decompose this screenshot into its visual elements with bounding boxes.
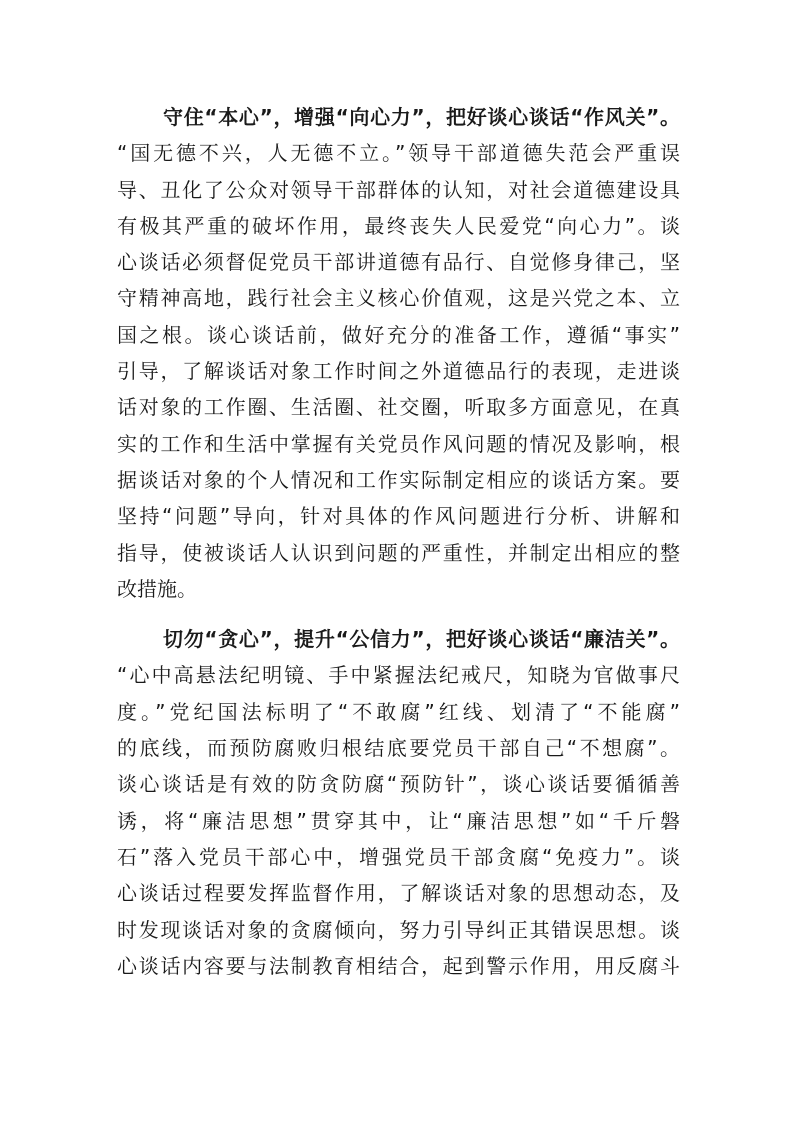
text-line: 心谈话内容要与法制教育相结合，起到警示作用，用反腐斗	[117, 953, 680, 978]
paragraph	[117, 621, 680, 984]
paragraph	[117, 99, 680, 607]
text-line: 时发现谈话对象的贪腐倾向，努力引导纠正其错误思想。谈	[117, 917, 680, 942]
text-line: 引导，了解谈话对象工作时间之外道德品行的表现，走进谈	[117, 359, 680, 384]
text-line: 有极其严重的破坏作用，最终丧失人民爱党“向心力”。谈	[117, 213, 680, 238]
text-line: 国之根。谈心谈话前，做好充分的准备工作，遵循“事实”	[117, 322, 680, 347]
text-line: 谈心谈话是有效的防贪防腐“预防针”，谈心谈话要循循善	[117, 772, 680, 797]
text-line: 指导，使被谈话人认识到问题的严重性，并制定出相应的整	[117, 540, 680, 565]
text-line: 实的工作和生活中掌握有关党员作风问题的情况及影响，根	[117, 431, 680, 456]
text-line: 坚持“问题”导向，针对具体的作风问题进行分析、讲解和	[117, 504, 680, 529]
text-line: “心中高悬法纪明镜、手中紧握法纪戒尺，知晓为官做事尺	[117, 663, 680, 688]
text-line: 改措施。	[117, 576, 197, 601]
text-line: 心谈话过程要发挥监督作用，了解谈话对象的思想动态，及	[117, 881, 680, 906]
text-line: 导、丑化了公众对领导干部群体的认知，对社会道德建设具	[117, 177, 680, 202]
text-line: “国无德不兴，人无德不立。”领导干部道德失范会严重误	[117, 141, 680, 166]
text-line: 话对象的工作圈、生活圈、社交圈，听取多方面意见，在真	[117, 395, 680, 420]
text-line: 度。”党纪国法标明了“不敢腐”红线、划清了“不能腐”	[117, 699, 680, 724]
text-line: 诱，将“廉洁思想”贯穿其中，让“廉洁思想”如“千斤磐	[117, 808, 680, 833]
paragraph-heading: 切勿“贪心”，提升“公信力”，把好谈心谈话“廉洁关”。	[163, 627, 680, 652]
text-line: 的底线，而预防腐败归根结底要党员干部自己“不想腐”。	[117, 736, 680, 761]
text-line: 石”落入党员干部心中，增强党员干部贪腐“免疫力”。谈	[117, 844, 680, 869]
text-line: 守精神高地，践行社会主义核心价值观，这是兴党之本、立	[117, 286, 680, 311]
document-page	[117, 99, 680, 984]
paragraph-heading: 守住“本心”，增强“向心力”，把好谈心谈话“作风关”。	[163, 105, 680, 129]
text-line: 心谈话必须督促党员干部讲道德有品行、自觉修身律己，坚	[117, 250, 680, 275]
text-line: 据谈话对象的个人情况和工作实际制定相应的谈话方案。要	[117, 467, 680, 492]
